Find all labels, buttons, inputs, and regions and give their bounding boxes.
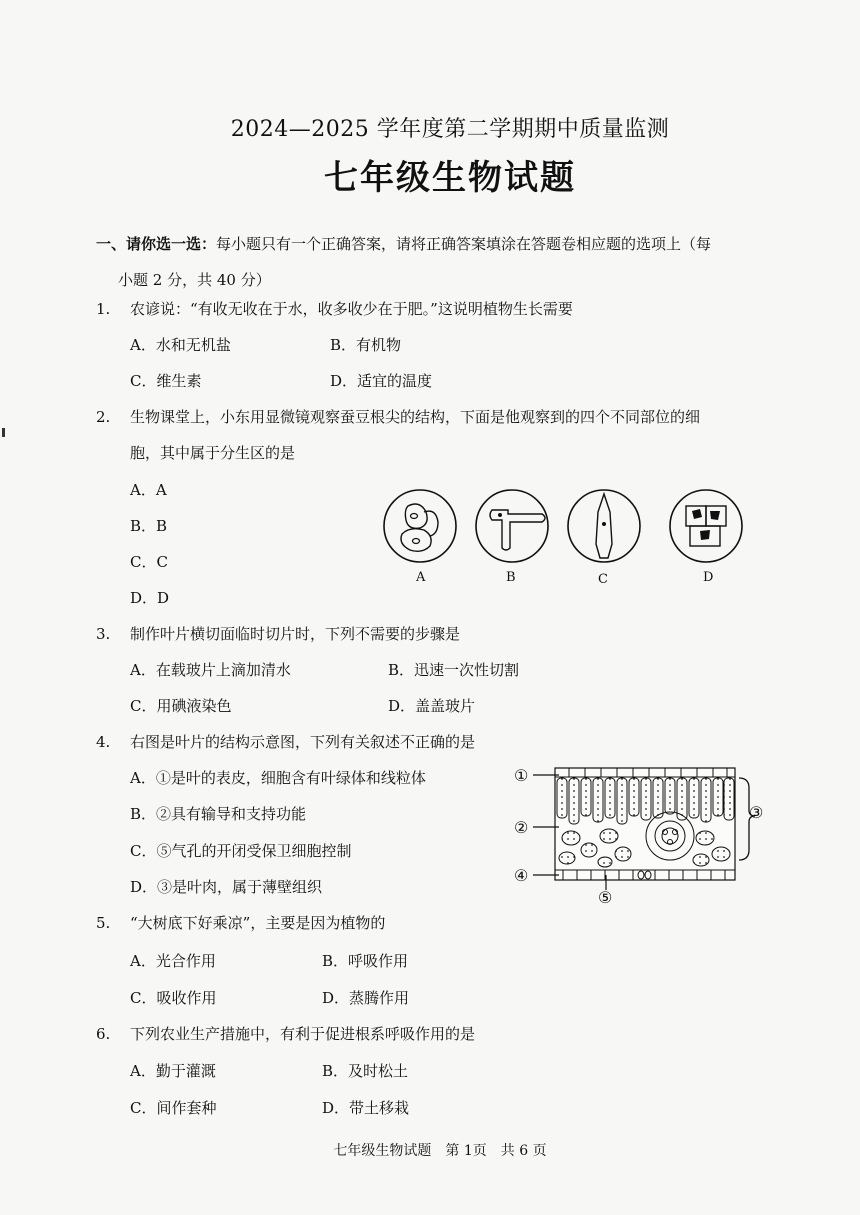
question-text: “大树底下好乘凉”，主要是因为植物的 [130, 914, 386, 932]
figure-label-b: B [506, 570, 516, 585]
q3-option-d[interactable]: D．盖盖玻片 [388, 697, 476, 715]
question-number: 2. [96, 408, 111, 426]
leaf-label-2: ② [514, 818, 529, 837]
question-text: 下列农业生产措施中，有利于促进根系呼吸作用的是 [130, 1025, 476, 1043]
scan-mark [2, 428, 5, 437]
leaf-label-1: ① [514, 766, 529, 785]
page-footer: 七年级生物试题 第 1页 共 6 页 [333, 1143, 547, 1159]
q3-option-c[interactable]: C．用碘液染色 [130, 697, 232, 715]
q5-option-b[interactable]: B．呼吸作用 [322, 952, 409, 970]
q3-option-a[interactable]: A．在载玻片上滴加清水 [130, 661, 291, 679]
q4-option-a[interactable]: A．①是叶的表皮，细胞含有叶绿体和线粒体 [130, 769, 426, 787]
question-2 [96, 406, 700, 427]
question-number: 3. [96, 625, 111, 643]
cell-c-diagram [568, 490, 640, 562]
leaf-cross-section-figure [505, 758, 775, 908]
exam-subtitle: 七年级生物试题 [324, 158, 576, 198]
q5-option-c[interactable]: C．吸收作用 [130, 989, 217, 1007]
figure-label-d: D [703, 570, 714, 585]
instruction-line-2: 小题 2 分，共 40 分） [118, 271, 271, 289]
question-text: 农谚说：“有收无收在于水，收多收少在于肥。”这说明植物生长需要 [130, 300, 573, 318]
cell-b-diagram [476, 490, 548, 562]
q6-option-d[interactable]: D．带土移栽 [322, 1099, 410, 1117]
q4-option-c[interactable]: C．⑤气孔的开闭受保卫细胞控制 [130, 842, 352, 860]
cell-a-diagram [384, 490, 456, 562]
q6-option-c[interactable]: C．间作套种 [130, 1099, 217, 1117]
question-text: 制作叶片横切面临时切片时，下列不需要的步骤是 [130, 625, 461, 643]
figure-label-c: C [598, 572, 608, 587]
q3-option-b[interactable]: B．迅速一次性切割 [388, 661, 520, 679]
section-heading: 一、请你选一选： [96, 235, 217, 253]
question-3 [96, 623, 460, 644]
leaf-label-5: ⑤ [598, 888, 613, 907]
question-text: 生物课堂上，小东用显微镜观察蚕豆根尖的结构，下面是他观察到的四个不同部位的细 [130, 408, 701, 426]
q5-option-d[interactable]: D．蒸腾作用 [322, 989, 410, 1007]
q5-option-a[interactable]: A．光合作用 [130, 952, 216, 970]
leaf-label-3: ③ [749, 803, 764, 822]
question-number: 5. [96, 914, 111, 932]
q1-option-b[interactable]: B．有机物 [330, 336, 402, 354]
instruction-text: 每小题只有一个正确答案，请将正确答案填涂在答题卷相应题的选项上（每 [216, 235, 712, 253]
q1-option-d[interactable]: D．适宜的温度 [330, 372, 433, 390]
instruction-line-1 [96, 226, 806, 262]
exam-title: 2024—2025 学年度第二学期期中质量监测 [230, 117, 670, 142]
q2-option-c[interactable]: C．C [130, 553, 168, 571]
question-number: 4. [96, 733, 111, 751]
question-6 [96, 1023, 475, 1044]
q1-option-a[interactable]: A．水和无机盐 [130, 336, 231, 354]
question-5 [96, 912, 385, 933]
q6-option-a[interactable]: A．勤于灌溉 [130, 1062, 216, 1080]
question-text: 右图是叶片的结构示意图，下列有关叙述不正确的是 [130, 733, 476, 751]
leaf-label-4: ④ [514, 866, 529, 885]
figure-label-a: A [416, 570, 426, 585]
question-2-line-2: 胞，其中属于分生区的是 [130, 444, 296, 462]
q2-option-b[interactable]: B．B [130, 517, 168, 535]
q4-option-d[interactable]: D．③是叶肉，属于薄壁组织 [130, 878, 323, 896]
question-4 [96, 731, 475, 752]
q2-option-a[interactable]: A．A [130, 481, 167, 499]
section-instructions [96, 226, 806, 298]
question-1 [96, 298, 573, 319]
q1-option-c[interactable]: C．维生素 [130, 372, 202, 390]
question-number: 1. [96, 300, 111, 318]
q4-option-b[interactable]: B．②具有输导和支持功能 [130, 805, 307, 823]
q2-option-d[interactable]: D．D [130, 589, 170, 607]
cell-d-diagram [670, 490, 742, 562]
q6-option-b[interactable]: B．及时松土 [322, 1062, 409, 1080]
question-number: 6. [96, 1025, 111, 1043]
